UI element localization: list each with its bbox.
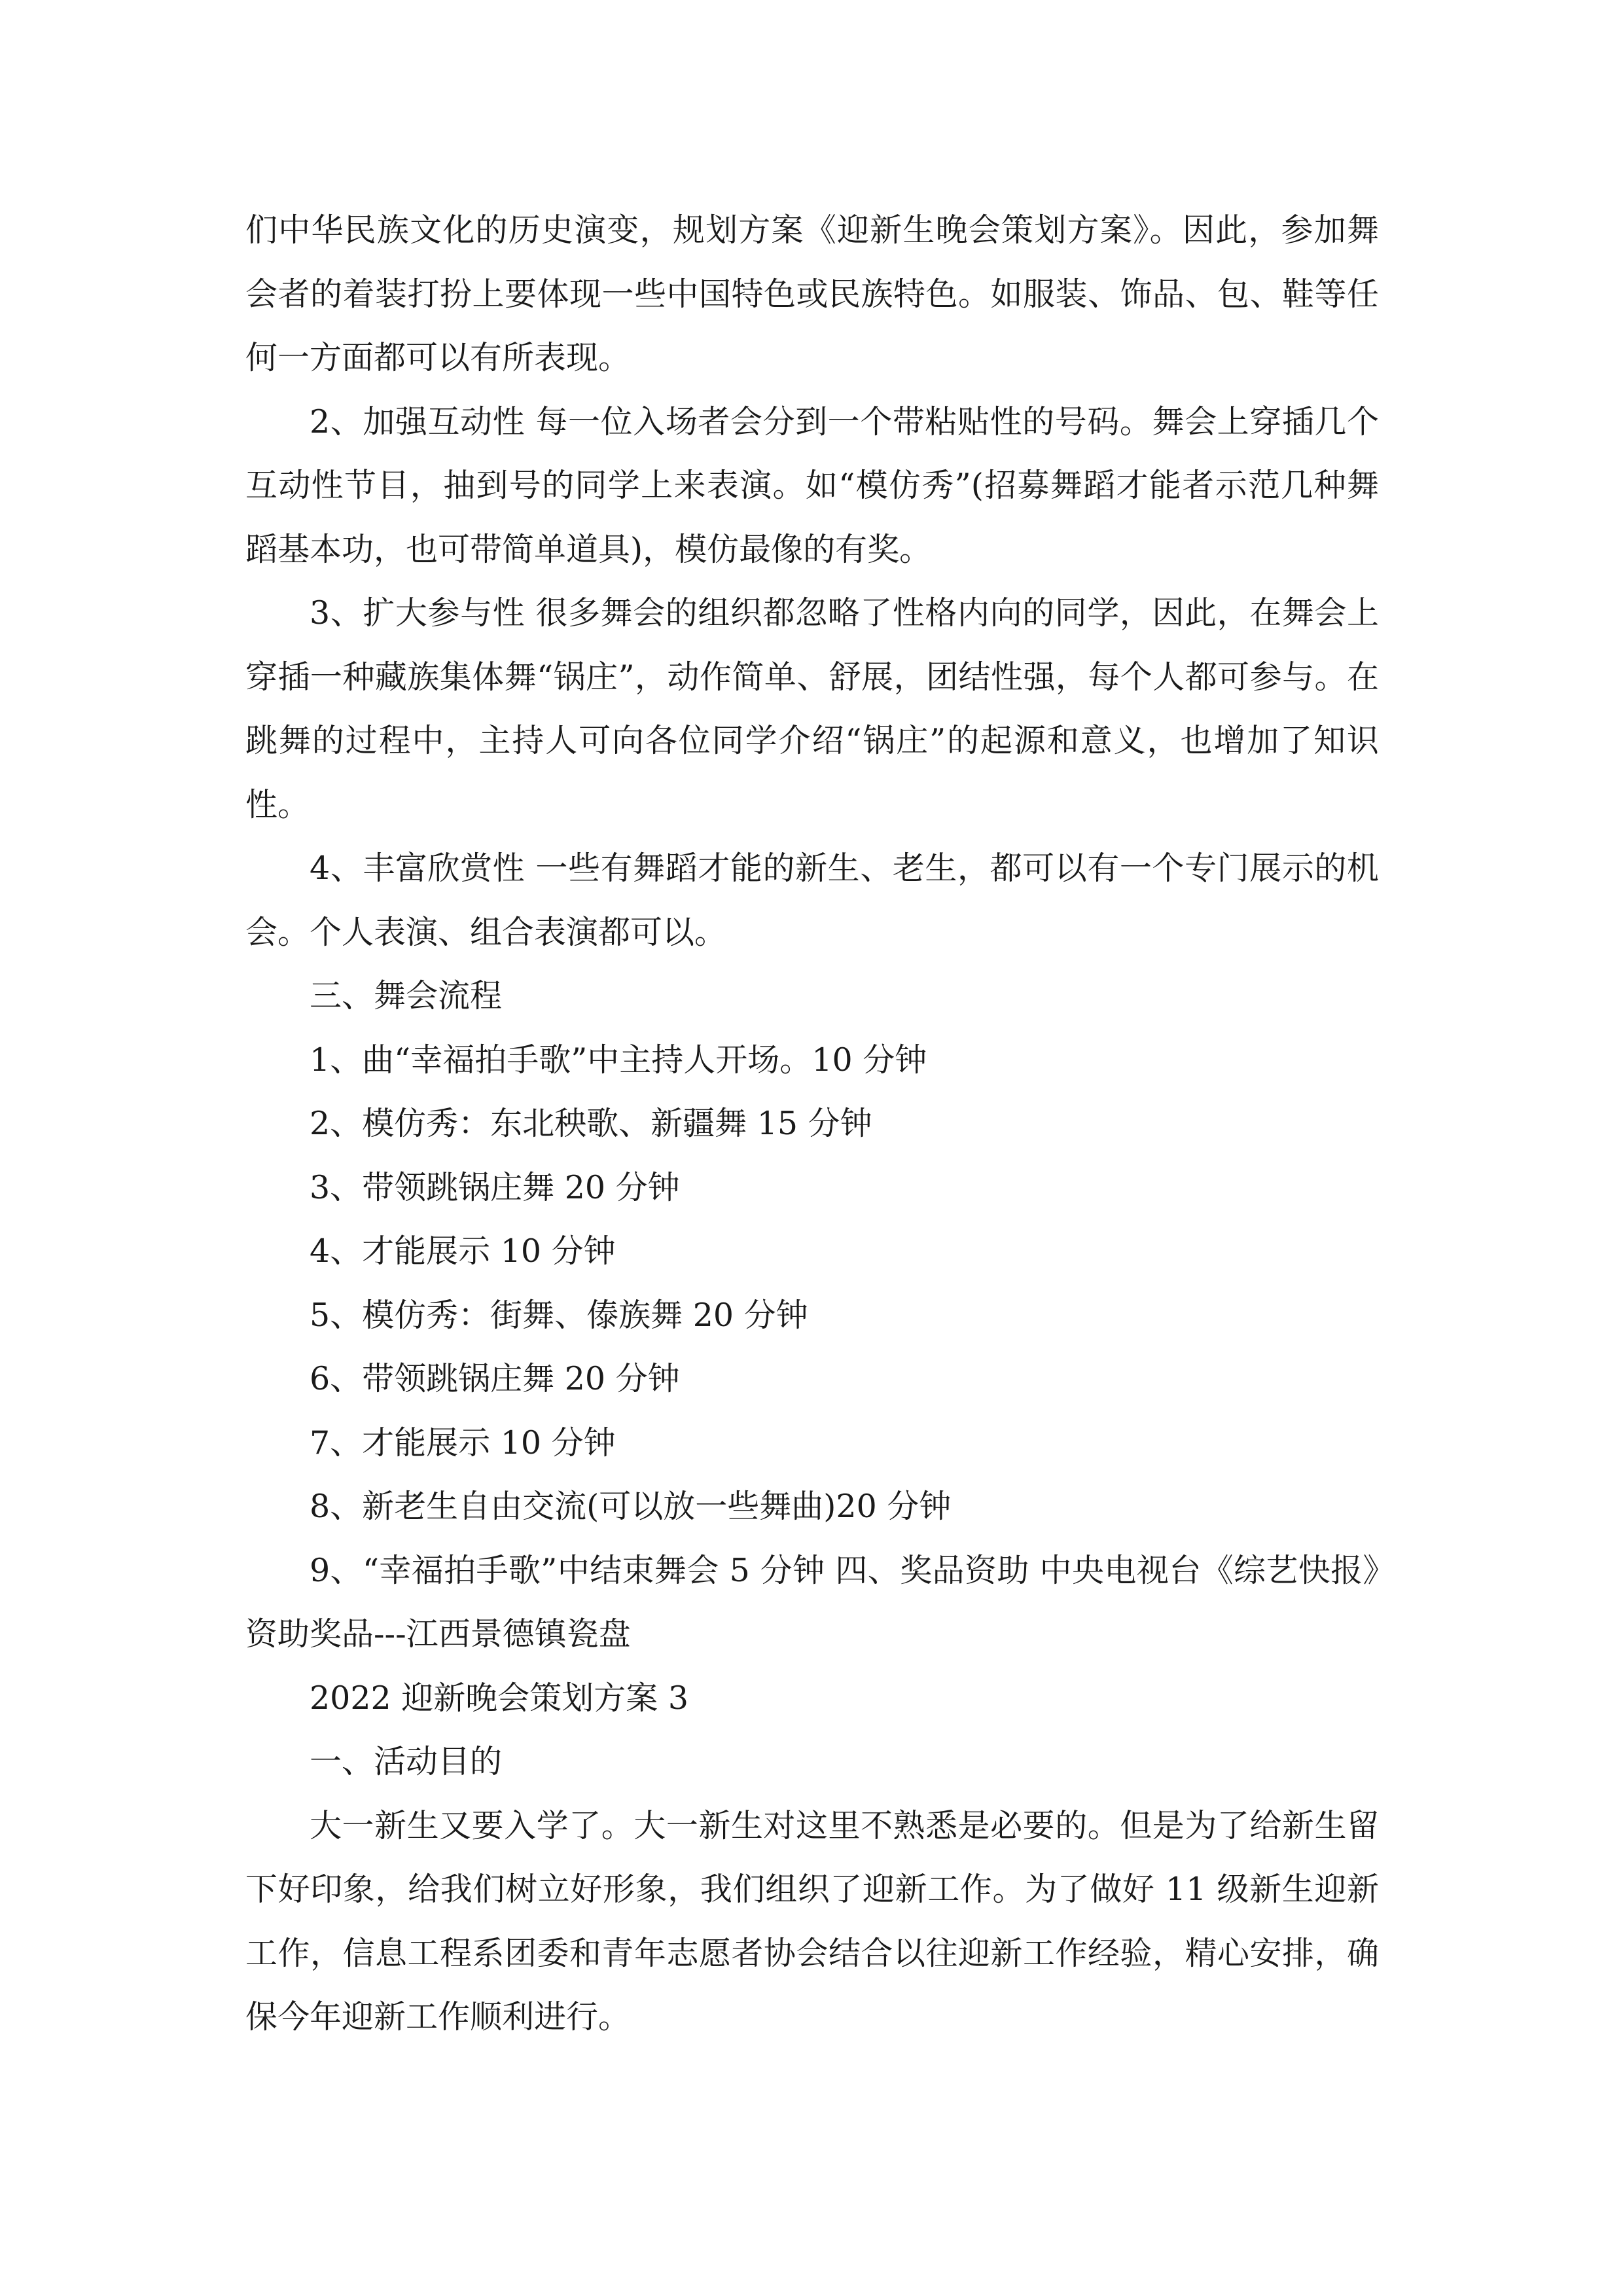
list-item: 1、曲“幸福拍手歌”中主持人开场。10 分钟: [310, 1041, 927, 1079]
list-item: 5、模仿秀：街舞、傣族舞 20 分钟: [310, 1296, 808, 1334]
section-heading-purpose: 一、活动目的: [310, 1743, 503, 1780]
section-heading-dance-flow: 三、舞会流程: [310, 977, 503, 1014]
paragraph-appreciation: 4、丰富欣赏性 一些有舞蹈才能的新生、老生，都可以有一个专门展示的机会。个人表演、组合表演都可以。: [245, 850, 1379, 951]
list-item: 7、才能展示 10 分钟: [310, 1424, 616, 1462]
paragraph-participation: 3、扩大参与性 很多舞会的组织都忽略了性格内向的同学，因此，在舞会上穿插一种藏族集体舞“锅庄”，动作简单、舒展，团结性强，每个人都可参与。在跳舞的过程中，主持人可向各位同学介绍“锅庄”的起源和意义，也增加了知识性。: [245, 594, 1379, 823]
plan-title: 2022 迎新晚会策划方案 3: [310, 1679, 689, 1717]
document-body: [245, 198, 1379, 2049]
list-item: 4、才能展示 10 分钟: [310, 1232, 616, 1270]
list-item: 3、带领跳锅庄舞 20 分钟: [310, 1168, 680, 1206]
paragraph-continuation: 们中华民族文化的历史演变，规划方案《迎新生晚会策划方案》。因此，参加舞会者的着装打扮上要体现一些中国特色或民族特色。如服装、饰品、包、鞋等任何一方面都可以有所表现。: [245, 211, 1379, 376]
list-item: 6、带领跳锅庄舞 20 分钟: [310, 1360, 680, 1397]
paragraph-purpose: 大一新生又要入学了。大一新生对这里不熟悉是必要的。但是为了给新生留下好印象，给我们树立好形象，我们组织了迎新工作。为了做好 11 级新生迎新工作，信息工程系团委和青年志愿者协会结合以往迎新工作经验，精心安排，确保今年迎新工作顺利进行。: [245, 1806, 1379, 2036]
list-item: 2、模仿秀：东北秧歌、新疆舞 15 分钟: [310, 1105, 872, 1142]
list-item: 9、“幸福拍手歌”中结束舞会 5 分钟 四、奖品资助 中央电视台《综艺快报》资助奖品---江西景德镇瓷盘: [245, 1551, 1379, 1653]
paragraph-interactivity: 2、加强互动性 每一位入场者会分到一个带粘贴性的号码。舞会上穿插几个互动性节目，抽到号的同学上来表演。如“模仿秀”(招募舞蹈才能者示范几种舞蹈基本功，也可带简单道具)，模仿最像的有奖。: [245, 403, 1379, 568]
list-item: 8、新老生自由交流(可以放一些舞曲)20 分钟: [310, 1488, 952, 1525]
